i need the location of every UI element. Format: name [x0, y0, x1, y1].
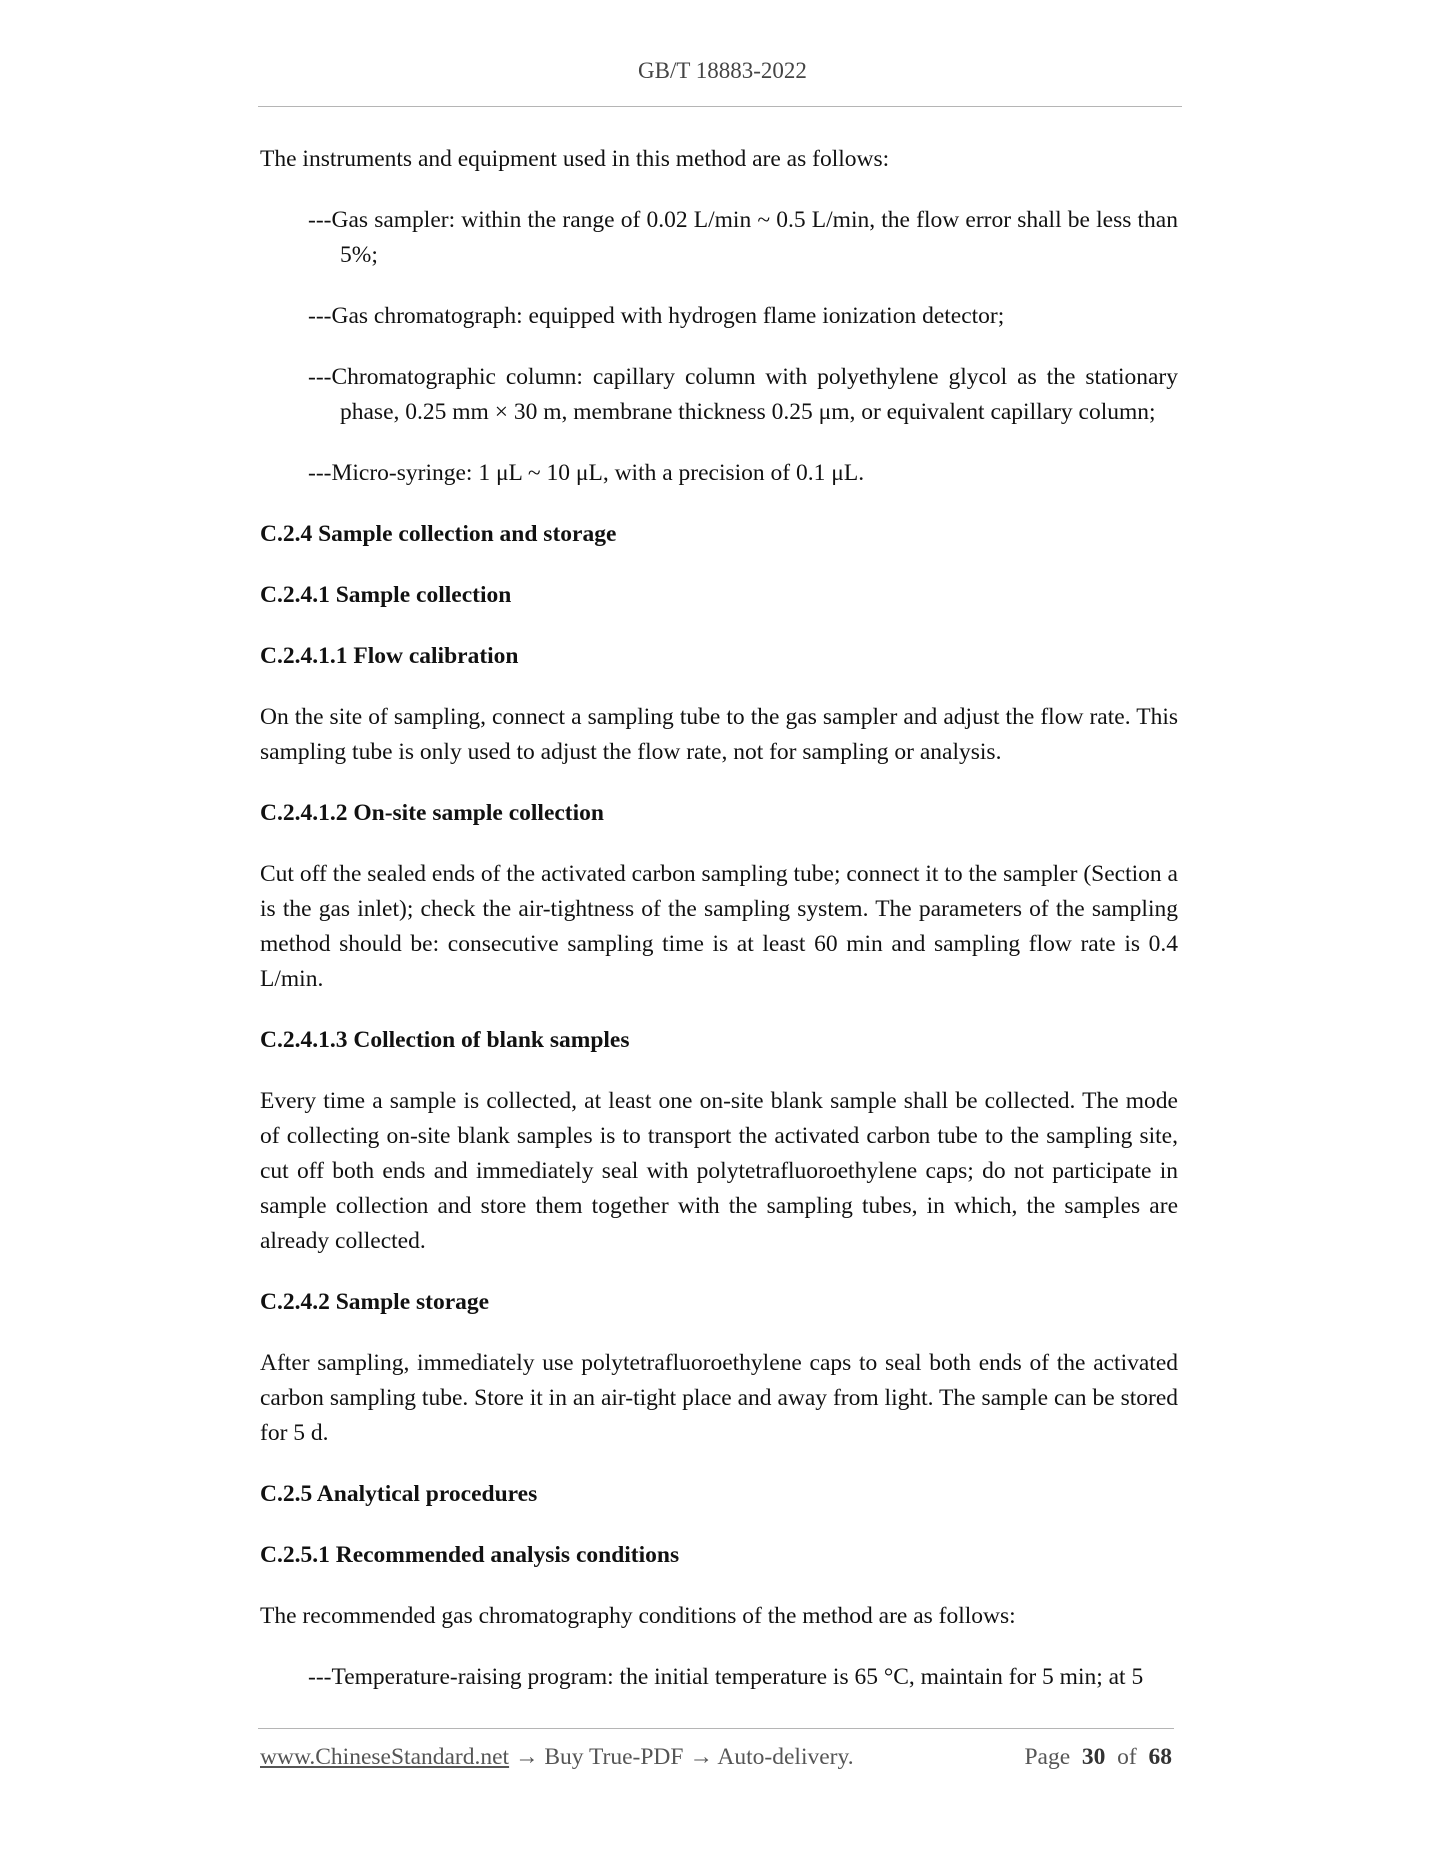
section-heading: C.2.4 Sample collection and storage: [260, 521, 617, 547]
paragraph: The recommended gas chromatography conditions of the method are as follows:: [260, 1603, 1016, 1629]
arrow-icon: →: [689, 1744, 713, 1770]
total-pages: 68: [1148, 1744, 1172, 1770]
page-footer: [260, 1744, 1172, 1771]
list-item: ---Gas sampler: within the range of 0.02 L/min ~ 0.5 L/min, the flow error shall be less than 5%;: [308, 207, 1178, 268]
current-page: 30: [1081, 1744, 1106, 1770]
page-label: Page: [1024, 1744, 1071, 1770]
section-heading: C.2.4.1.3 Collection of blank samples: [260, 1027, 630, 1053]
footer-divider: [258, 1728, 1174, 1729]
section-heading: C.2.4.1.1 Flow calibration: [260, 643, 519, 669]
arrow-icon: →: [514, 1744, 539, 1770]
instruments-intro: The instruments and equipment used in this method are as follows:: [260, 146, 890, 172]
paragraph: Every time a sample is collected, at least one on-site blank sample shall be collected. The mode of collecting on-site blank samples is to transport the activated carbon tube to the sampling site, cut off both ends and immediately seal with polytetrafluoroethylene caps; do not participate in sample collection and store them together with the sampling tubes, in which, the samples are already collected.: [260, 1088, 1178, 1254]
section-heading: C.2.4.2 Sample storage: [260, 1289, 490, 1315]
header-divider: [258, 106, 1182, 107]
paragraph: On the site of sampling, connect a sampling tube to the gas sampler and adjust the flow rate. This sampling tube is only used to adjust the flow rate, not for sampling or analysis.: [260, 704, 1178, 765]
section-heading: C.2.5.1 Recommended analysis conditions: [260, 1542, 680, 1568]
section-heading: C.2.4.1 Sample collection: [260, 582, 512, 608]
page-header: GB/T 18883-2022: [638, 58, 807, 83]
list-item: ---Chromatographic column: capillary column with polyethylene glycol as the stationary phase, 0.25 mm × 30 m, membrane thickness 0.25 μm, or equivalent capillary column;: [308, 364, 1178, 425]
delivery-text: Auto-delivery.: [717, 1744, 854, 1770]
footer-links: [260, 1744, 854, 1771]
buy-text: Buy True-PDF: [544, 1744, 684, 1770]
section-heading: C.2.5 Analytical procedures: [260, 1481, 538, 1507]
paragraph: Cut off the sealed ends of the activated carbon sampling tube; connect it to the sampler (Section a is the gas inlet); check the air-tightness of the sampling system. The parameters of the sampling method should be: consecutive sampling time is at least 60 min and sampling flow rate is 0.4 L/min.: [260, 861, 1178, 992]
list-item: ---Micro-syringe: 1 μL ~ 10 μL, with a precision of 0.1 μL.: [308, 460, 865, 486]
list-item: ---Gas chromatograph: equipped with hydrogen flame ionization detector;: [308, 303, 1005, 329]
paragraph: After sampling, immediately use polytetrafluoroethylene caps to seal both ends of the activated carbon sampling tube. Store it in an air-tight place and away from light. The sample can be stored for 5 d.: [260, 1350, 1178, 1446]
of-label: of: [1117, 1744, 1137, 1770]
site-link[interactable]: www.ChineseStandard.net: [260, 1744, 510, 1770]
document-body: [260, 142, 1178, 1721]
list-item: ---Temperature-raising program: the initial temperature is 65 °C, maintain for 5 min; at 5: [308, 1664, 1144, 1690]
section-heading: C.2.4.1.2 On-site sample collection: [260, 800, 604, 826]
page-number: [1024, 1744, 1172, 1771]
